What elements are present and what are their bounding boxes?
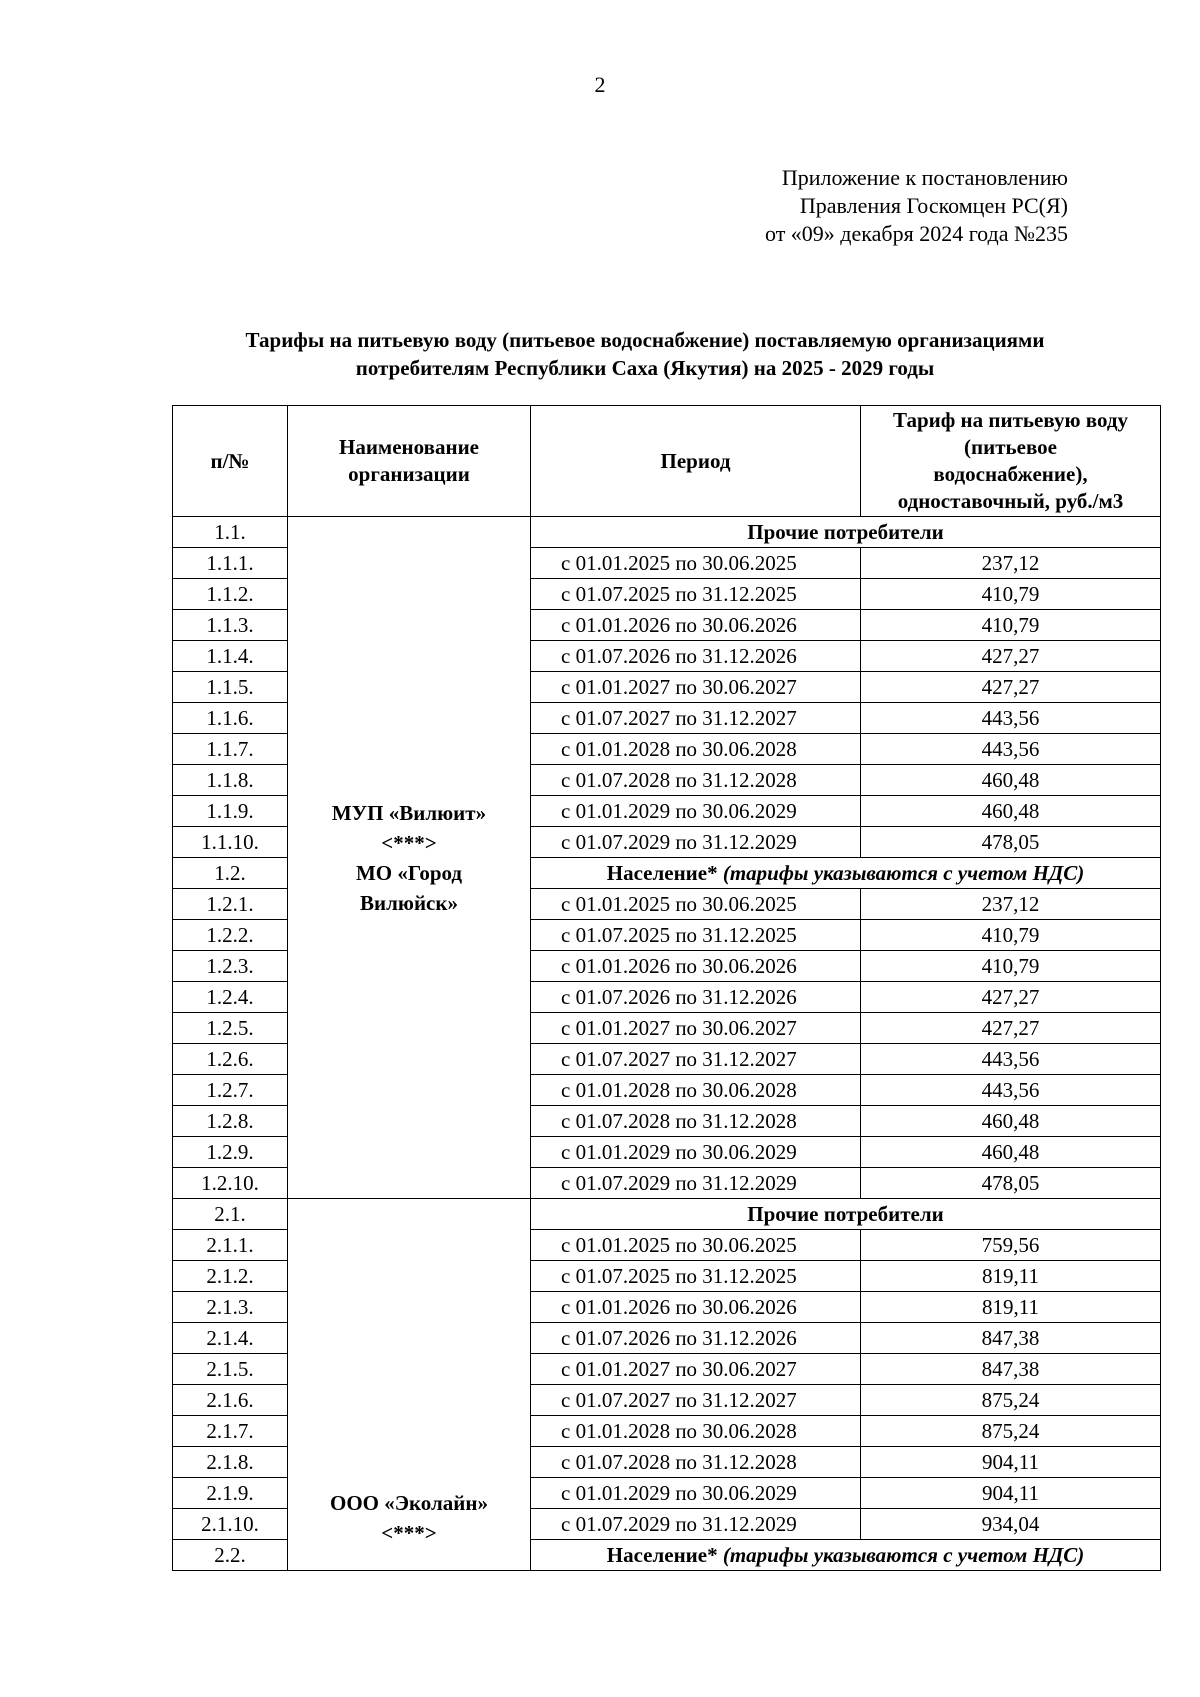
row-number: 1.1.8. <box>173 765 288 796</box>
row-number: 1.1.4. <box>173 641 288 672</box>
row-number: 1.2.8. <box>173 1106 288 1137</box>
period-cell: с 01.07.2025 по 31.12.2025 <box>531 920 861 951</box>
row-number: 2.1.9. <box>173 1478 288 1509</box>
category-population-label: Население* <box>606 861 718 885</box>
header-text-line: Наименование <box>339 435 479 459</box>
tariff-cell: 875,24 <box>861 1385 1161 1416</box>
page-number: 2 <box>594 72 606 97</box>
row-number: 1.2.3. <box>173 951 288 982</box>
period-cell: с 01.07.2025 по 31.12.2025 <box>531 579 861 610</box>
organization-name-line: Вилюйск» <box>360 890 458 915</box>
period-cell: с 01.07.2026 по 31.12.2026 <box>531 641 861 672</box>
tariff-cell: 443,56 <box>861 1044 1161 1075</box>
tariff-cell: 427,27 <box>861 982 1161 1013</box>
period-cell: с 01.07.2027 по 31.12.2027 <box>531 1385 861 1416</box>
row-number: 1.2.10. <box>173 1168 288 1199</box>
organization-name-line: ООО «Эколайн» <box>329 1491 489 1515</box>
period-cell: с 01.01.2027 по 30.06.2027 <box>531 1013 861 1044</box>
period-cell: с 01.01.2028 по 30.06.2028 <box>531 734 861 765</box>
tariff-cell: 443,56 <box>861 703 1161 734</box>
period-cell: с 01.01.2027 по 30.06.2027 <box>531 672 861 703</box>
row-number: 2.1.3. <box>173 1292 288 1323</box>
header-number: п/№ <box>173 406 288 517</box>
row-number: 1.2.2. <box>173 920 288 951</box>
period-cell: с 01.07.2028 по 31.12.2028 <box>531 1447 861 1478</box>
header-organization <box>288 406 531 517</box>
period-cell: с 01.01.2025 по 30.06.2025 <box>531 889 861 920</box>
tariff-cell: 410,79 <box>861 951 1161 982</box>
category-population <box>531 858 1161 889</box>
row-number: 1.1.7. <box>173 734 288 765</box>
row-number: 2.1.5. <box>173 1354 288 1385</box>
row-number: 1.1. <box>173 517 288 548</box>
category-population-label: Население* <box>606 1543 718 1567</box>
tariff-cell: 237,12 <box>861 548 1161 579</box>
period-cell: с 01.01.2025 по 30.06.2025 <box>531 548 861 579</box>
period-cell: с 01.01.2026 по 30.06.2026 <box>531 610 861 641</box>
tariff-cell: 904,11 <box>861 1478 1161 1509</box>
organization-cell <box>288 1199 531 1571</box>
document-title-line: потребителям Республики Саха (Якутия) на 2025 - 2029 годы <box>355 356 935 380</box>
tariff-cell: 478,05 <box>861 827 1161 858</box>
period-cell: с 01.01.2028 по 30.06.2028 <box>531 1075 861 1106</box>
document-title <box>150 326 1140 382</box>
period-cell: с 01.07.2028 по 31.12.2028 <box>531 1106 861 1137</box>
header-tariff <box>861 406 1161 517</box>
header-text-line: водоснабжение), <box>933 462 1088 486</box>
tariff-cell: 427,27 <box>861 672 1161 703</box>
tariff-cell: 410,79 <box>861 579 1161 610</box>
tariff-cell: 410,79 <box>861 610 1161 641</box>
category-population-note: (тарифы указываются с учетом НДС) <box>722 1543 1085 1567</box>
row-number: 1.2.7. <box>173 1075 288 1106</box>
period-cell: с 01.07.2027 по 31.12.2027 <box>531 703 861 734</box>
tariff-cell: 427,27 <box>861 1013 1161 1044</box>
appendix-line: от «09» декабря 2024 года №235 <box>764 221 1068 246</box>
tariff-cell: 819,11 <box>861 1292 1161 1323</box>
tariff-cell: 460,48 <box>861 765 1161 796</box>
tariff-cell: 847,38 <box>861 1323 1161 1354</box>
row-number: 1.2.1. <box>173 889 288 920</box>
row-number: 1.2. <box>173 858 288 889</box>
row-number: 1.1.1. <box>173 548 288 579</box>
organization-name-line: <***> <box>381 1521 437 1545</box>
period-cell: с 01.07.2029 по 31.12.2029 <box>531 1509 861 1540</box>
organization-cell <box>288 517 531 1199</box>
period-cell: с 01.01.2029 по 30.06.2029 <box>531 1478 861 1509</box>
period-cell: с 01.07.2029 по 31.12.2029 <box>531 1168 861 1199</box>
header-text-line: организации <box>348 462 470 486</box>
row-number: 1.1.9. <box>173 796 288 827</box>
period-cell: с 01.01.2028 по 30.06.2028 <box>531 1416 861 1447</box>
row-number: 1.2.9. <box>173 1137 288 1168</box>
row-number: 2.1.7. <box>173 1416 288 1447</box>
row-number: 1.1.3. <box>173 610 288 641</box>
tariff-cell: 443,56 <box>861 734 1161 765</box>
period-cell: с 01.01.2027 по 30.06.2027 <box>531 1354 861 1385</box>
header-text-line: (питьевое <box>964 435 1057 459</box>
row-number: 2.1. <box>173 1199 288 1230</box>
category-population-note: (тарифы указываются с учетом НДС) <box>722 861 1085 885</box>
tariff-cell: 934,04 <box>861 1509 1161 1540</box>
period-cell: с 01.07.2025 по 31.12.2025 <box>531 1261 861 1292</box>
appendix-reference <box>765 164 1068 248</box>
organization-name-line: МУП «Вилюит» <box>331 800 487 825</box>
appendix-line: Правления Госкомцен РС(Я) <box>799 193 1068 218</box>
header-text-line: одноставочный, руб./м3 <box>897 489 1124 513</box>
row-number: 2.1.4. <box>173 1323 288 1354</box>
tariff-cell: 875,24 <box>861 1416 1161 1447</box>
table-header-row <box>173 406 1161 517</box>
period-cell: с 01.01.2026 по 30.06.2026 <box>531 1292 861 1323</box>
header-text-line: Тариф на питьевую воду <box>893 408 1128 432</box>
row-number: 1.2.5. <box>173 1013 288 1044</box>
tariff-cell: 847,38 <box>861 1354 1161 1385</box>
tariff-cell: 460,48 <box>861 796 1161 827</box>
row-number: 1.1.5. <box>173 672 288 703</box>
row-number: 1.1.2. <box>173 579 288 610</box>
tariff-cell: 460,48 <box>861 1106 1161 1137</box>
row-number: 1.1.6. <box>173 703 288 734</box>
tariff-cell: 410,79 <box>861 920 1161 951</box>
document-title-line: Тарифы на питьевую воду (питьевое водоснабжение) поставляемую организациями <box>245 328 1045 352</box>
category-other-consumers: Прочие потребители <box>531 1199 1161 1230</box>
period-cell: с 01.07.2028 по 31.12.2028 <box>531 765 861 796</box>
row-number: 1.2.4. <box>173 982 288 1013</box>
period-cell: с 01.07.2029 по 31.12.2029 <box>531 827 861 858</box>
header-period: Период <box>531 406 861 517</box>
period-cell: с 01.07.2026 по 31.12.2026 <box>531 982 861 1013</box>
category-other-consumers: Прочие потребители <box>531 517 1161 548</box>
row-number: 1.2.6. <box>173 1044 288 1075</box>
tariff-cell: 427,27 <box>861 641 1161 672</box>
category-population <box>531 1540 1161 1571</box>
row-number: 2.1.1. <box>173 1230 288 1261</box>
period-cell: с 01.01.2025 по 30.06.2025 <box>531 1230 861 1261</box>
period-cell: с 01.01.2026 по 30.06.2026 <box>531 951 861 982</box>
tariff-table <box>172 405 1161 1571</box>
tariff-cell: 819,11 <box>861 1261 1161 1292</box>
period-cell: с 01.07.2027 по 31.12.2027 <box>531 1044 861 1075</box>
tariff-cell: 460,48 <box>861 1137 1161 1168</box>
category-row <box>173 1199 1161 1230</box>
row-number: 2.1.8. <box>173 1447 288 1478</box>
row-number: 2.2. <box>173 1540 288 1571</box>
row-number: 2.1.2. <box>173 1261 288 1292</box>
tariff-cell: 237,12 <box>861 889 1161 920</box>
tariff-cell: 759,56 <box>861 1230 1161 1261</box>
appendix-line: Приложение к постановлению <box>781 165 1068 190</box>
organization-name-line: МО «Город <box>355 860 463 885</box>
row-number: 2.1.6. <box>173 1385 288 1416</box>
period-cell: с 01.07.2026 по 31.12.2026 <box>531 1323 861 1354</box>
organization-name-line: <***> <box>381 830 437 855</box>
row-number: 2.1.10. <box>173 1509 288 1540</box>
category-row <box>173 517 1161 548</box>
tariff-cell: 443,56 <box>861 1075 1161 1106</box>
row-number: 1.1.10. <box>173 827 288 858</box>
period-cell: с 01.01.2029 по 30.06.2029 <box>531 796 861 827</box>
period-cell: с 01.01.2029 по 30.06.2029 <box>531 1137 861 1168</box>
tariff-cell: 904,11 <box>861 1447 1161 1478</box>
tariff-cell: 478,05 <box>861 1168 1161 1199</box>
